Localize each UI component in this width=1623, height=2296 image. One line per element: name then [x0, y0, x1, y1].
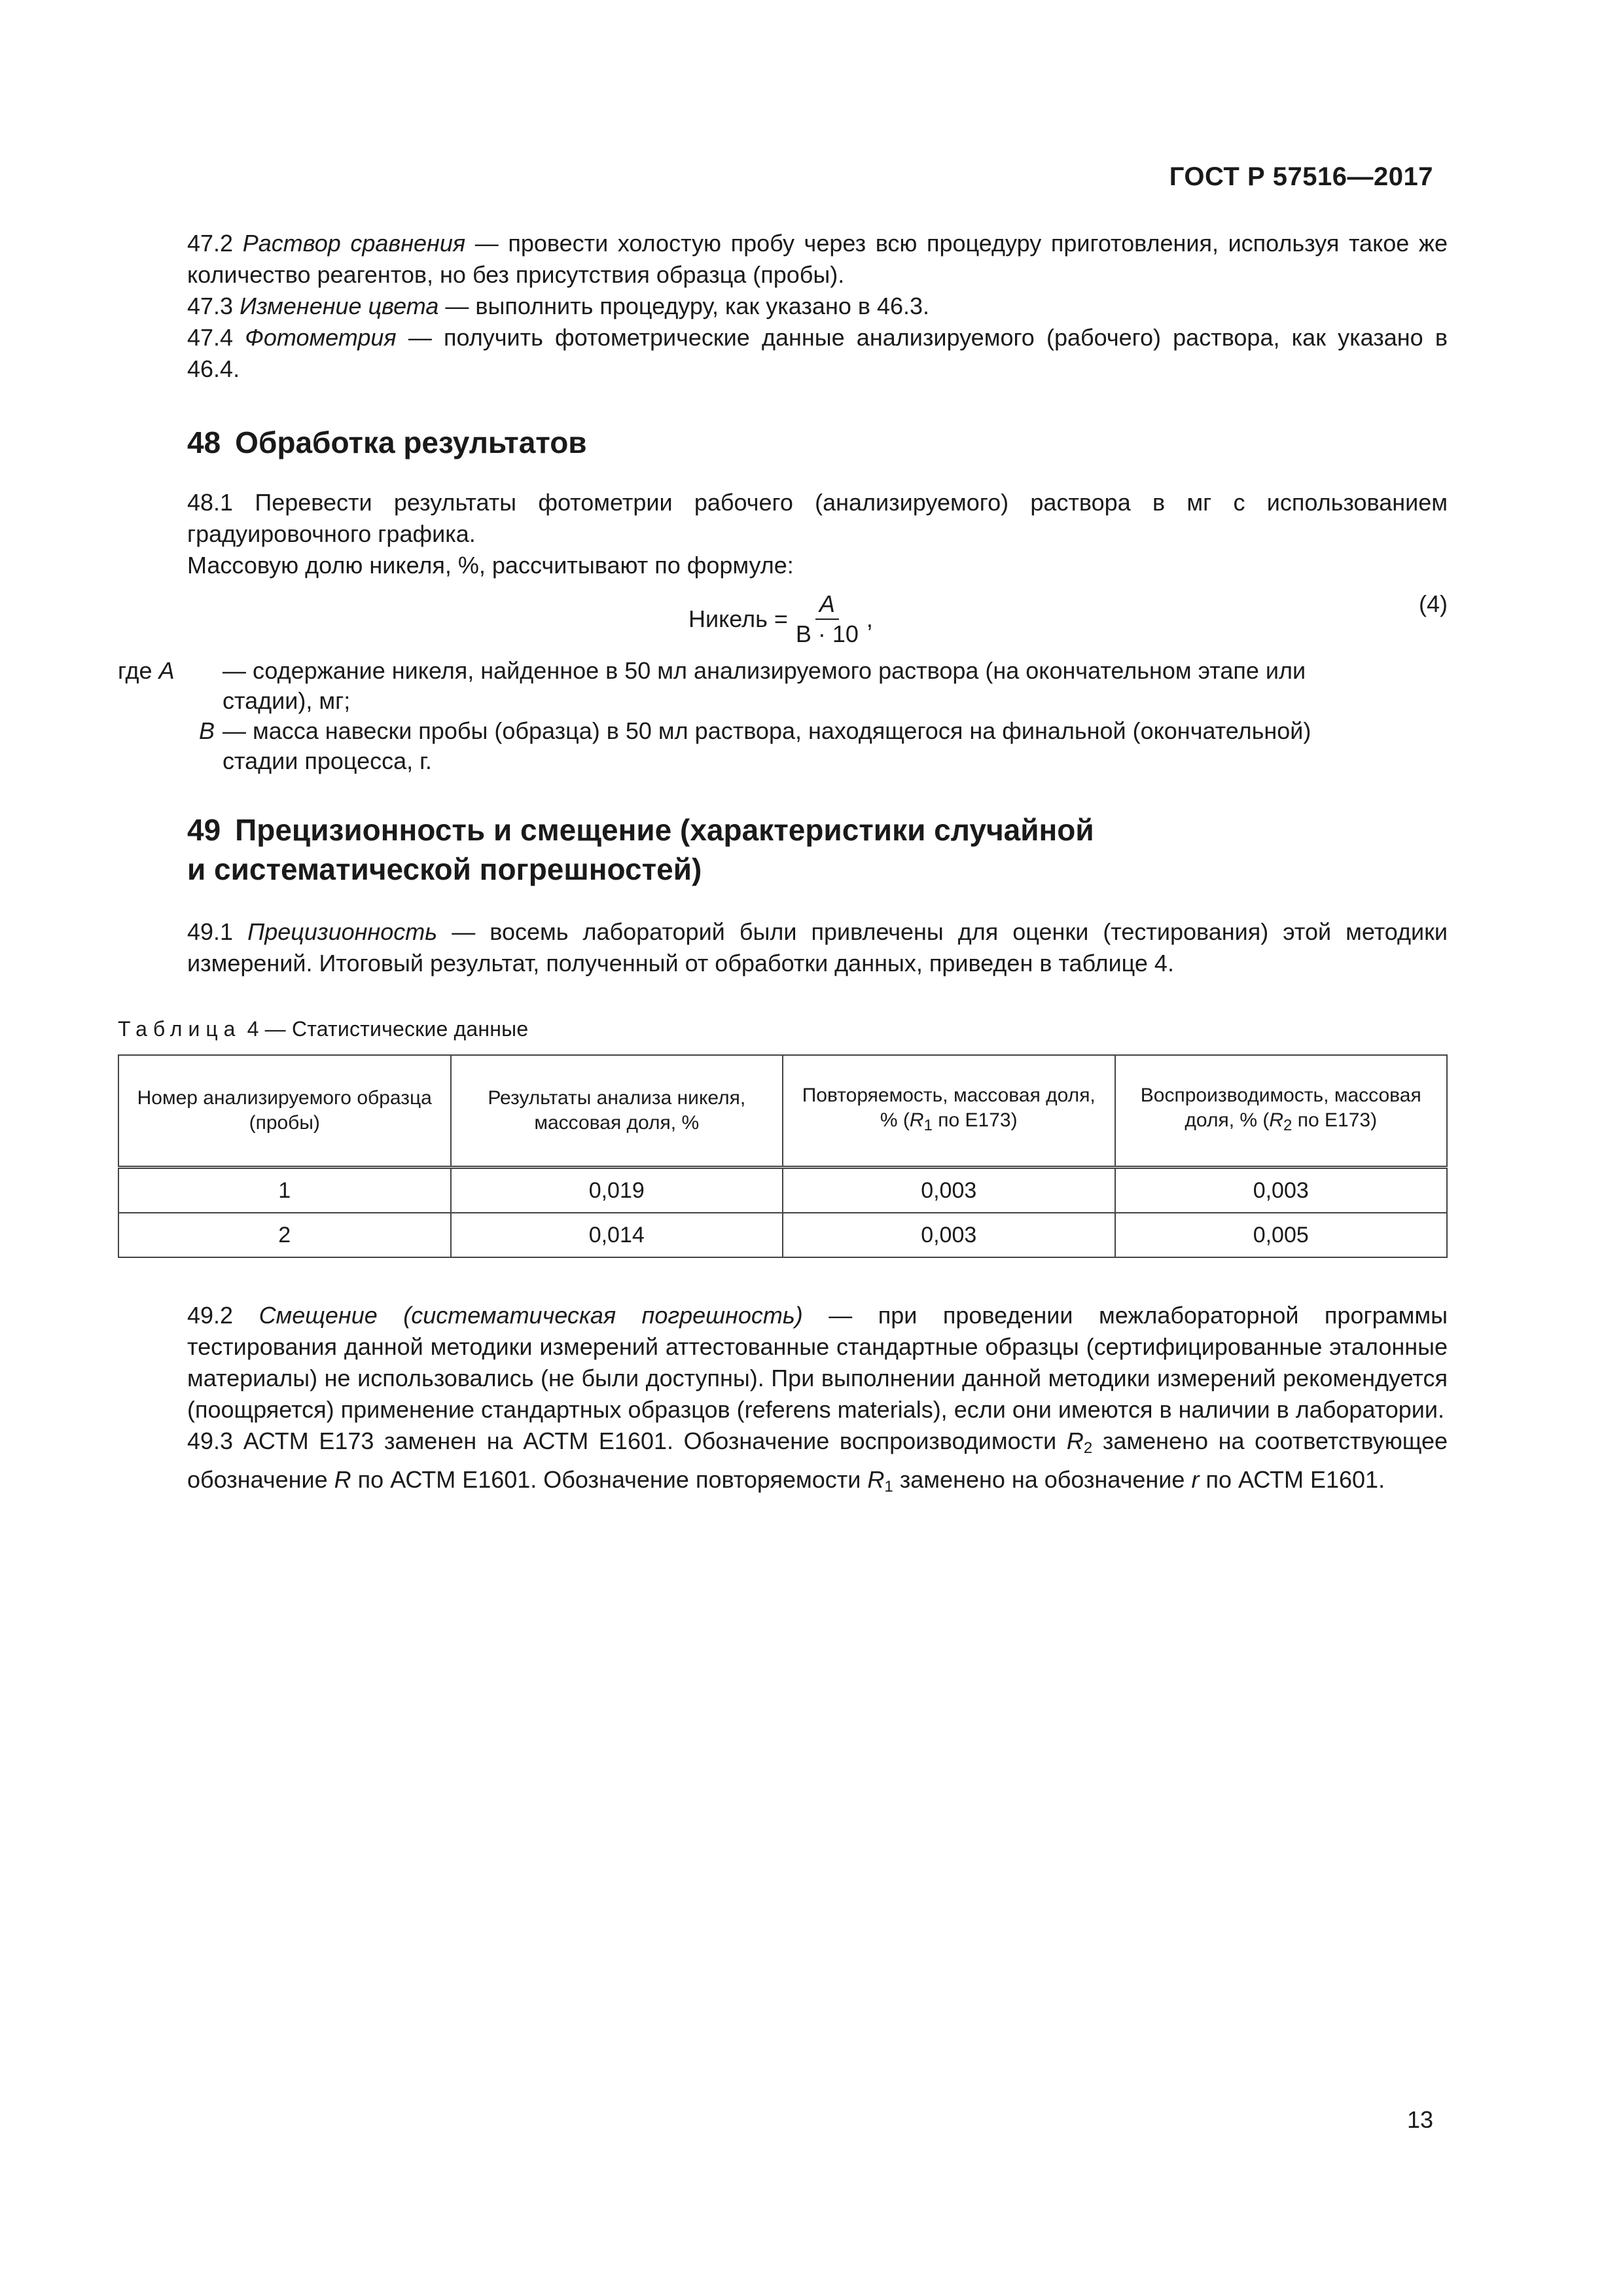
definition-a	[118, 656, 1448, 686]
clause-number: 47.4	[187, 324, 234, 351]
clause-title: Изменение цвета	[240, 293, 439, 319]
definition-text: — масса навески пробы (образца) в 50 мл раствора, находящегося на финальной (окончательной)	[223, 717, 1311, 744]
header-tail: по E173)	[1292, 1109, 1378, 1131]
definition-term	[118, 656, 223, 686]
section-number: 49	[187, 813, 221, 847]
table-header-cell: Номер анализируемого образца (пробы)	[118, 1055, 451, 1168]
document-body	[118, 228, 1448, 1503]
formula-definitions	[118, 656, 1448, 776]
section-title-line2: и систематической погрешностей)	[187, 852, 702, 886]
page-number: 13	[1406, 2106, 1433, 2133]
table-cell: 2	[118, 1213, 451, 1257]
section-title-line1: Прецизионность и смещение (характеристики случайной	[235, 813, 1094, 847]
header-subscript: 2	[1283, 1117, 1293, 1134]
formula-denominator: B · 10	[795, 620, 859, 647]
paragraph-47-3	[118, 291, 1448, 322]
section-heading-49	[118, 810, 1448, 889]
section-title: Обработка результатов	[235, 425, 587, 459]
subscript: 2	[1083, 1439, 1093, 1457]
table-row	[118, 1168, 1447, 1213]
clause-text: по АСТМ Е1601. Обозначение повторяемости	[351, 1466, 868, 1493]
table-cell: 0,003	[783, 1168, 1115, 1213]
table-cell: 1	[118, 1168, 451, 1213]
header-subscript: 1	[923, 1117, 933, 1134]
table-header-cell	[783, 1055, 1115, 1168]
clause-text: — провести холостую пробу через всю процедуру приготовления, используя такое же количество реагентов, но без присутствия образца (пробы).	[187, 230, 1448, 288]
symbol-r1: R	[867, 1466, 885, 1493]
paragraph-47-4	[118, 322, 1448, 385]
table-cell: 0,003	[783, 1213, 1115, 1257]
term-symbol: A	[158, 657, 175, 684]
clause-text: заменено на обозначение	[893, 1466, 1192, 1493]
header-text: Воспроизводимость, массовая доля, % (	[1140, 1085, 1421, 1131]
table-caption-text: 4 — Статистические данные	[247, 1017, 529, 1041]
clause-text: — выполнить процедуру, как указано в 46.3.	[438, 293, 930, 319]
header-text: Повторяемость, массовая доля, % (	[802, 1085, 1096, 1131]
table-row	[118, 1213, 1447, 1257]
clause-text: — получить фотометрические данные анализируемого (рабочего) раствора, как указано в 46.4.	[187, 324, 1448, 382]
term-symbol: B	[198, 717, 215, 744]
clause-title: Фотометрия	[245, 324, 397, 351]
clause-title: Смещение (систематическая погрешность)	[259, 1302, 803, 1329]
definition-text-continued: стадии процесса, г.	[223, 747, 432, 774]
clause-text: по АСТМ Е1601.	[1199, 1466, 1385, 1493]
table-header-cell: Результаты анализа никеля, массовая доля, %	[451, 1055, 783, 1168]
paragraph-48-1	[118, 487, 1448, 550]
subscript: 1	[884, 1478, 893, 1496]
formula-lhs: Никель =	[688, 605, 788, 632]
paragraph-49-3	[118, 1426, 1448, 1503]
header-tail: по E173)	[932, 1109, 1018, 1131]
clause-text: — восемь лабораторий были привлечены для оценки (тестирования) этой методики измерений. Итоговый результат, полученный от обработки данных, приведен в таблице 4.	[187, 918, 1448, 977]
section-number: 48	[187, 425, 221, 459]
paragraph-49-1	[118, 916, 1448, 979]
section-heading-48	[118, 423, 1448, 462]
paragraph-47-2	[118, 228, 1448, 291]
table-cell: 0,003	[1115, 1168, 1448, 1213]
table-cell: 0,019	[451, 1168, 783, 1213]
table-header-row	[118, 1055, 1447, 1168]
paragraph-formula-intro: Массовую долю никеля, %, рассчитывают по формуле:	[187, 552, 794, 579]
clause-number: 47.2	[187, 230, 234, 257]
symbol-r: R	[334, 1466, 351, 1493]
statistics-table	[118, 1054, 1448, 1258]
clause-title: Прецизионность	[247, 918, 438, 945]
clause-text: — при проведении межлабораторной программы тестирования данной методики измерений аттестованные стандартные образцы (сертифицированные эталонные материалы) не использовались (не были доступны). При выполнении данной методики измерений рекомендуется (поощряется) применение стандартных образцов (referens materials), если они имеются в наличии в лаборатории.	[187, 1302, 1448, 1423]
formula-number: (4)	[1419, 590, 1448, 617]
header-symbol: R	[909, 1109, 924, 1131]
definition-text-continued: стадии), мг;	[223, 687, 351, 714]
table-header-cell	[1115, 1055, 1448, 1168]
formula-expression	[688, 586, 873, 652]
formula-numerator: A	[815, 590, 839, 620]
formula-comma: ,	[866, 605, 873, 632]
clause-number: 49.1	[187, 918, 234, 945]
header-symbol: R	[1269, 1109, 1284, 1131]
clause-text: 49.3 АСТМ Е173 заменен на АСТМ Е1601. Обозначение воспроизводимости	[187, 1427, 1067, 1454]
definition-b	[118, 716, 1448, 746]
table-cell: 0,014	[451, 1213, 783, 1257]
clause-number: 49.2	[187, 1302, 234, 1329]
clause-number: 47.3	[187, 293, 234, 319]
paragraph-49-2	[118, 1300, 1448, 1426]
formula-4	[118, 586, 1448, 652]
paragraph-text: 48.1 Перевести результаты фотометрии рабочего (анализируемого) раствора в мг с использованием градуировочного графика.	[187, 489, 1448, 547]
table-caption	[118, 1017, 1448, 1041]
symbol-r2: R	[1066, 1427, 1084, 1454]
formula-fraction	[792, 590, 863, 649]
where-word: где	[118, 657, 152, 684]
clause-text: заменено на соответствующее обозначение	[187, 1427, 1448, 1493]
clause-title: Раствор сравнения	[242, 230, 466, 257]
definition-text: — содержание никеля, найденное в 50 мл анализируемого раствора (на окончательном этапе или	[223, 657, 1306, 684]
table-cell: 0,005	[1115, 1213, 1448, 1257]
standard-number: ГОСТ Р 57516—2017	[1169, 162, 1433, 191]
symbol-small-r: r	[1191, 1466, 1200, 1493]
table-caption-word: Таблица	[118, 1017, 241, 1041]
